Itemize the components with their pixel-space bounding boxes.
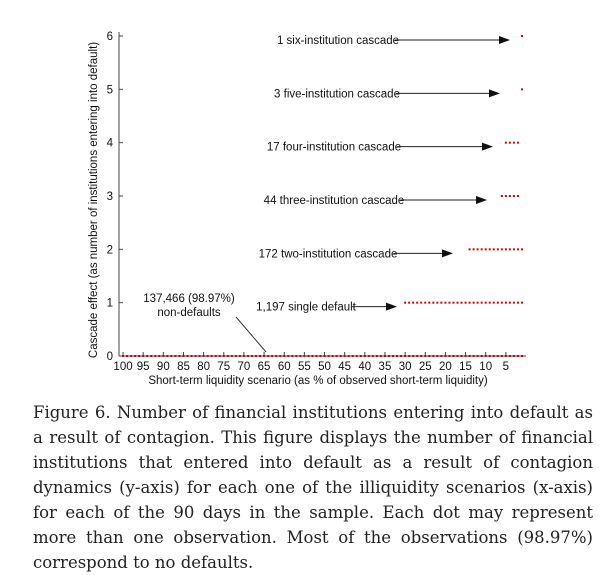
x-tick-label: 60 (277, 361, 291, 373)
data-point (332, 355, 334, 357)
data-point (223, 355, 225, 357)
data-point (485, 248, 487, 250)
data-point (452, 355, 454, 357)
nondefault-label-line: 137,466 (98.97%) (143, 293, 235, 305)
data-point (199, 355, 201, 357)
annotation-arrowhead (442, 249, 453, 257)
data-point (517, 195, 519, 197)
x-tick-label: 15 (459, 361, 472, 373)
data-point (477, 355, 479, 357)
data-point (396, 355, 398, 357)
data-point (255, 355, 257, 357)
data-point (477, 302, 479, 304)
data-point (408, 302, 410, 304)
data-point (444, 355, 446, 357)
data-point (348, 355, 350, 357)
data-point (283, 355, 285, 357)
data-point (211, 355, 213, 357)
data-point (432, 302, 434, 304)
data-point (259, 355, 261, 357)
data-point (340, 355, 342, 357)
data-point (513, 248, 515, 250)
nondefault-pointer (236, 317, 266, 352)
data-point (501, 248, 503, 250)
data-point (207, 355, 209, 357)
annotation-label: 3 five-institution cascade (274, 88, 400, 101)
data-point (509, 142, 511, 144)
x-tick-label: 40 (358, 361, 372, 373)
data-point (336, 355, 338, 357)
annotation-label: 172 two-institution cascade (258, 248, 398, 261)
data-point (130, 355, 132, 357)
data-point (493, 248, 495, 250)
data-point (227, 355, 229, 357)
data-point (456, 355, 458, 357)
data-point (315, 355, 317, 357)
y-tick-label: 5 (106, 84, 113, 97)
data-point (489, 355, 491, 357)
data-point (267, 355, 269, 357)
data-point (162, 355, 164, 357)
data-point (299, 355, 301, 357)
data-point (485, 355, 487, 357)
data-point (489, 248, 491, 250)
data-point (517, 142, 519, 144)
data-point (521, 302, 523, 304)
data-point (138, 355, 140, 357)
data-point (521, 248, 523, 250)
data-point (440, 355, 442, 357)
data-point (477, 248, 479, 250)
data-point (456, 302, 458, 304)
data-point (408, 355, 410, 357)
data-point (424, 355, 426, 357)
x-tick-label: 5 (502, 361, 510, 373)
data-point (521, 88, 523, 90)
data-point (287, 355, 289, 357)
data-point (400, 355, 402, 357)
data-point (195, 355, 197, 357)
data-point (473, 248, 475, 250)
data-point (271, 355, 273, 357)
data-point (303, 355, 305, 357)
data-point (420, 302, 422, 304)
data-point (501, 195, 503, 197)
x-tick-label: 70 (237, 361, 251, 373)
data-point (469, 248, 471, 250)
data-point (469, 355, 471, 357)
data-point (432, 355, 434, 357)
y-tick-label: 3 (106, 191, 113, 203)
data-point (243, 355, 245, 357)
data-point (416, 355, 418, 357)
data-point (191, 355, 193, 357)
x-tick-label: 45 (338, 361, 352, 373)
data-point (493, 355, 495, 357)
data-point (489, 302, 491, 304)
data-point (505, 195, 507, 197)
x-tick-label: 65 (257, 361, 271, 373)
y-tick-label: 2 (106, 244, 113, 257)
data-point (203, 355, 205, 357)
data-point (440, 302, 442, 304)
data-point (404, 355, 406, 357)
data-point (485, 302, 487, 304)
data-point (509, 248, 511, 250)
data-point (473, 355, 475, 357)
annotation-arrowhead (476, 196, 487, 204)
data-point (416, 302, 418, 304)
data-point (251, 355, 253, 357)
data-point (239, 355, 241, 357)
data-point (356, 355, 358, 357)
data-point (493, 302, 495, 304)
data-point (501, 302, 503, 304)
x-tick-label: 80 (197, 361, 211, 373)
data-point (263, 355, 265, 357)
data-point (134, 355, 136, 357)
data-point (178, 355, 180, 357)
data-point (497, 302, 499, 304)
data-point (497, 248, 499, 250)
data-point (513, 302, 515, 304)
annotation-arrowhead (386, 303, 397, 311)
data-point (428, 355, 430, 357)
x-tick-label: 10 (479, 361, 493, 373)
data-point (372, 355, 374, 357)
y-ticks (107, 31, 123, 363)
data-point (319, 355, 321, 357)
data-point (481, 302, 483, 304)
data-point (517, 355, 519, 357)
data-point (392, 355, 394, 357)
data-point (404, 302, 406, 304)
data-point (344, 355, 346, 357)
x-tick-label: 50 (318, 361, 331, 373)
data-point (505, 302, 507, 304)
data-point (247, 355, 249, 357)
data-point (424, 302, 426, 304)
y-tick-label: 1 (106, 297, 113, 310)
data-point (215, 355, 217, 357)
data-point (235, 355, 237, 357)
data-point (436, 302, 438, 304)
data-point (465, 302, 467, 304)
data-point (158, 355, 160, 357)
data-point (436, 355, 438, 357)
data-point (291, 355, 293, 357)
annotation-label: 1,197 single default (256, 301, 356, 314)
y-axis-label: Cascade effect (as number of institutions entering into default) (88, 41, 100, 359)
data-point (481, 355, 483, 357)
data-point (360, 355, 362, 357)
annotation-arrowhead (499, 36, 510, 44)
x-tick-label: 55 (297, 361, 311, 373)
data-point (352, 355, 354, 357)
data-point (219, 355, 221, 357)
data-point (166, 355, 168, 357)
annotation-label: 1 six-institution cascade (276, 35, 400, 47)
data-point (505, 355, 507, 357)
y-tick-label: 6 (106, 31, 113, 43)
data-point (448, 302, 450, 304)
data-point (465, 355, 467, 357)
data-point (509, 195, 511, 197)
data-point (505, 142, 507, 144)
data-point (521, 355, 523, 357)
data-point (481, 248, 483, 250)
annotation-label: 17 four-institution cascade (266, 141, 402, 154)
x-tick-label: 75 (217, 361, 231, 373)
x-tick-label: 30 (398, 361, 412, 373)
data-point (328, 355, 330, 357)
data-point (505, 248, 507, 250)
x-tick-label: 90 (156, 361, 170, 373)
annotation-arrowhead (489, 89, 500, 97)
data-point (311, 355, 313, 357)
annotation-label: 44 three-institution cascade (263, 195, 405, 207)
data-point (444, 302, 446, 304)
data-point (461, 355, 463, 357)
data-point (122, 355, 124, 357)
x-tick-label: 20 (439, 361, 452, 373)
data-point (497, 355, 499, 357)
y-tick-label: 0 (106, 351, 113, 363)
data-point (295, 355, 297, 357)
x-tick-label: 25 (418, 361, 432, 373)
annotation-arrowhead (482, 143, 493, 151)
data-point (187, 355, 189, 357)
data-point (473, 302, 475, 304)
nondefault-label-line: non-defaults (157, 307, 221, 319)
data-point (501, 355, 503, 357)
y-tick-label: 4 (106, 137, 113, 150)
data-point (513, 355, 515, 357)
data-point (376, 355, 378, 357)
annotations (256, 35, 510, 314)
data-point (521, 35, 523, 37)
x-tick-label: 100 (113, 361, 133, 373)
data-point (170, 355, 172, 357)
data-point (279, 355, 281, 357)
nondefault-label (143, 293, 235, 319)
data-point (146, 355, 148, 357)
data-point (384, 355, 386, 357)
data-point (448, 355, 450, 357)
data-point (388, 355, 390, 357)
data-point (509, 355, 511, 357)
data-point (154, 355, 156, 357)
x-tick-label: 35 (378, 361, 392, 373)
figure-caption: Figure 6. Number of financial institutions entering into default as a result of contagion. This figure displays the number of financial institutions that entered into default as a result of contagion dynamics (y-axis) for each one of the illiquidity scenarios (x-axis) for each of the 90 days in the sample. Each dot may represent more than one observation. Most of the observations (98.97%) correspond to no defaults. (33, 403, 593, 572)
data-point (364, 355, 366, 357)
data-point (142, 355, 144, 357)
data-point (513, 142, 515, 144)
data-point (517, 248, 519, 250)
data-point (452, 302, 454, 304)
data-point (420, 355, 422, 357)
data-point (509, 302, 511, 304)
data-point (150, 355, 152, 357)
x-tick-label: 85 (177, 361, 190, 373)
data-point (461, 302, 463, 304)
data-point (469, 302, 471, 304)
x-tick-label: 95 (136, 361, 150, 373)
data-point (307, 355, 309, 357)
data-point (513, 195, 515, 197)
data-point (182, 355, 184, 357)
data-point (380, 355, 382, 357)
data-point (324, 355, 326, 357)
data-point (368, 355, 370, 357)
data-point (428, 302, 430, 304)
data-point (412, 302, 414, 304)
data-point (275, 355, 277, 357)
data-point (126, 355, 128, 357)
data-point (517, 302, 519, 304)
data-point (412, 355, 414, 357)
data-point (174, 355, 176, 357)
x-axis-label: Short-term liquidity scenario (as % of observed short-term liquidity) (148, 375, 488, 387)
data-point (231, 355, 233, 357)
